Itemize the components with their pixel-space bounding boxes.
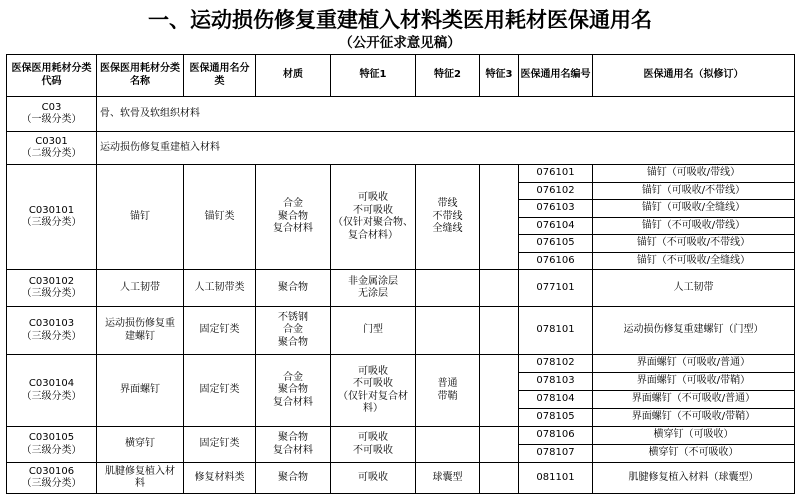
table-row: [7, 427, 795, 445]
feature2: [416, 427, 480, 463]
header-generic-name: 医保通用名（拟修订）: [593, 55, 795, 97]
generic-code: 078101: [519, 307, 593, 355]
header-feature2: 特征2: [416, 55, 480, 97]
feature3: [480, 355, 519, 427]
header-code: 医保医用耗材分类代码: [7, 55, 97, 97]
generic-code: 081101: [519, 463, 593, 494]
generic-name: 肌腱修复植入材料（球囊型）: [593, 463, 795, 494]
generic-name-table: [6, 54, 795, 494]
generic-code: 078102: [519, 355, 593, 373]
generic-class: 锚钉类: [184, 165, 256, 270]
feature2: [416, 270, 480, 307]
generic-name: 界面螺钉（可吸收/普通）: [593, 355, 795, 373]
table-header-row: [7, 55, 795, 97]
generic-class: 固定钉类: [184, 427, 256, 463]
material: 聚合物 复合材料: [256, 427, 331, 463]
generic-name: 锚钉（不可吸收/不带线）: [593, 235, 795, 253]
category-name: 骨、软骨及软组织材料: [97, 97, 795, 132]
document-title: 一、运动损伤修复重建植入材料类医用耗材医保通用名: [148, 8, 652, 32]
generic-name: 横穿钉（不可吸收）: [593, 445, 795, 463]
generic-code: 078107: [519, 445, 593, 463]
feature3: [480, 427, 519, 463]
feature2: 球囊型: [416, 463, 480, 494]
generic-class: 固定钉类: [184, 355, 256, 427]
generic-name: 锚钉（可吸收/不带线）: [593, 182, 795, 200]
generic-code: 076102: [519, 182, 593, 200]
category-code: C0301 （二级分类）: [7, 132, 97, 165]
category-code: C030104 （三级分类）: [7, 355, 97, 427]
material: 聚合物: [256, 270, 331, 307]
material: 合金 聚合物 复合材料: [256, 165, 331, 270]
generic-name: 锚钉（可吸收/带线）: [593, 165, 795, 183]
generic-name: 运动损伤修复重建螺钉（门型）: [593, 307, 795, 355]
class-name: 运动损伤修复重 建螺钉: [97, 307, 184, 355]
table-row: [7, 97, 795, 132]
class-name: 界面螺钉: [97, 355, 184, 427]
feature3: [480, 165, 519, 270]
feature1: 非金属涂层 无涂层: [331, 270, 416, 307]
feature2: 带线 不带线 全缝线: [416, 165, 480, 270]
feature3: [480, 463, 519, 494]
table-row: [7, 165, 795, 183]
class-name: 锚钉: [97, 165, 184, 270]
header-generic-class: 医保通用名分类: [184, 55, 256, 97]
generic-name: 锚钉（不可吸收/全缝线）: [593, 252, 795, 270]
generic-code: 076104: [519, 217, 593, 235]
category-code: C030103 （三级分类）: [7, 307, 97, 355]
class-name: 肌腱修复植入材 料: [97, 463, 184, 494]
generic-name: 横穿钉（可吸收）: [593, 427, 795, 445]
generic-name: 界面螺钉（不可吸收/普通）: [593, 391, 795, 409]
header-feature1: 特征1: [331, 55, 416, 97]
feature3: [480, 270, 519, 307]
feature2: 普通 带鞘: [416, 355, 480, 427]
material: 合金 聚合物 复合材料: [256, 355, 331, 427]
generic-class: 人工韧带类: [184, 270, 256, 307]
material: 不锈钢 合金 聚合物: [256, 307, 331, 355]
class-name: 人工韧带: [97, 270, 184, 307]
generic-name: 锚钉（不可吸收/带线）: [593, 217, 795, 235]
table-row: [7, 463, 795, 494]
generic-name: 人工韧带: [593, 270, 795, 307]
feature1: 可吸收: [331, 463, 416, 494]
generic-code: 077101: [519, 270, 593, 307]
generic-name: 界面螺钉（不可吸收/带鞘）: [593, 409, 795, 427]
table-row: [7, 307, 795, 355]
generic-class: 修复材料类: [184, 463, 256, 494]
generic-code: 078105: [519, 409, 593, 427]
generic-name: 界面螺钉（可吸收/带鞘）: [593, 373, 795, 391]
category-code: C030101 （三级分类）: [7, 165, 97, 270]
generic-code: 076101: [519, 165, 593, 183]
generic-code: 076103: [519, 200, 593, 218]
header-generic-code: 医保通用名编号: [519, 55, 593, 97]
feature1: 可吸收 不可吸收: [331, 427, 416, 463]
header-material: 材质: [256, 55, 331, 97]
generic-code: 076105: [519, 235, 593, 253]
table-row: [7, 132, 795, 165]
header-feature3: 特征3: [480, 55, 519, 97]
generic-code: 078104: [519, 391, 593, 409]
generic-code: 078103: [519, 373, 593, 391]
category-code: C030102 （三级分类）: [7, 270, 97, 307]
generic-name: 锚钉（可吸收/全缝线）: [593, 200, 795, 218]
feature2: [416, 307, 480, 355]
class-name: 横穿钉: [97, 427, 184, 463]
material: 聚合物: [256, 463, 331, 494]
generic-code: 076106: [519, 252, 593, 270]
generic-code: 078106: [519, 427, 593, 445]
feature1: 可吸收 不可吸收 （仅针对复合材 料）: [331, 355, 416, 427]
document-subtitle: （公开征求意见稿）: [339, 35, 461, 51]
category-name: 运动损伤修复重建植入材料: [97, 132, 795, 165]
table-row: [7, 270, 795, 307]
table-row: [7, 355, 795, 373]
category-code: C030105 （三级分类）: [7, 427, 97, 463]
feature1: 可吸收 不可吸收 （仅针对聚合物、复合材料）: [331, 165, 416, 270]
category-code: C030106 （三级分类）: [7, 463, 97, 494]
feature1: 门型: [331, 307, 416, 355]
header-class-name: 医保医用耗材分类名称: [97, 55, 184, 97]
generic-class: 固定钉类: [184, 307, 256, 355]
feature3: [480, 307, 519, 355]
category-code: C03 （一级分类）: [7, 97, 97, 132]
